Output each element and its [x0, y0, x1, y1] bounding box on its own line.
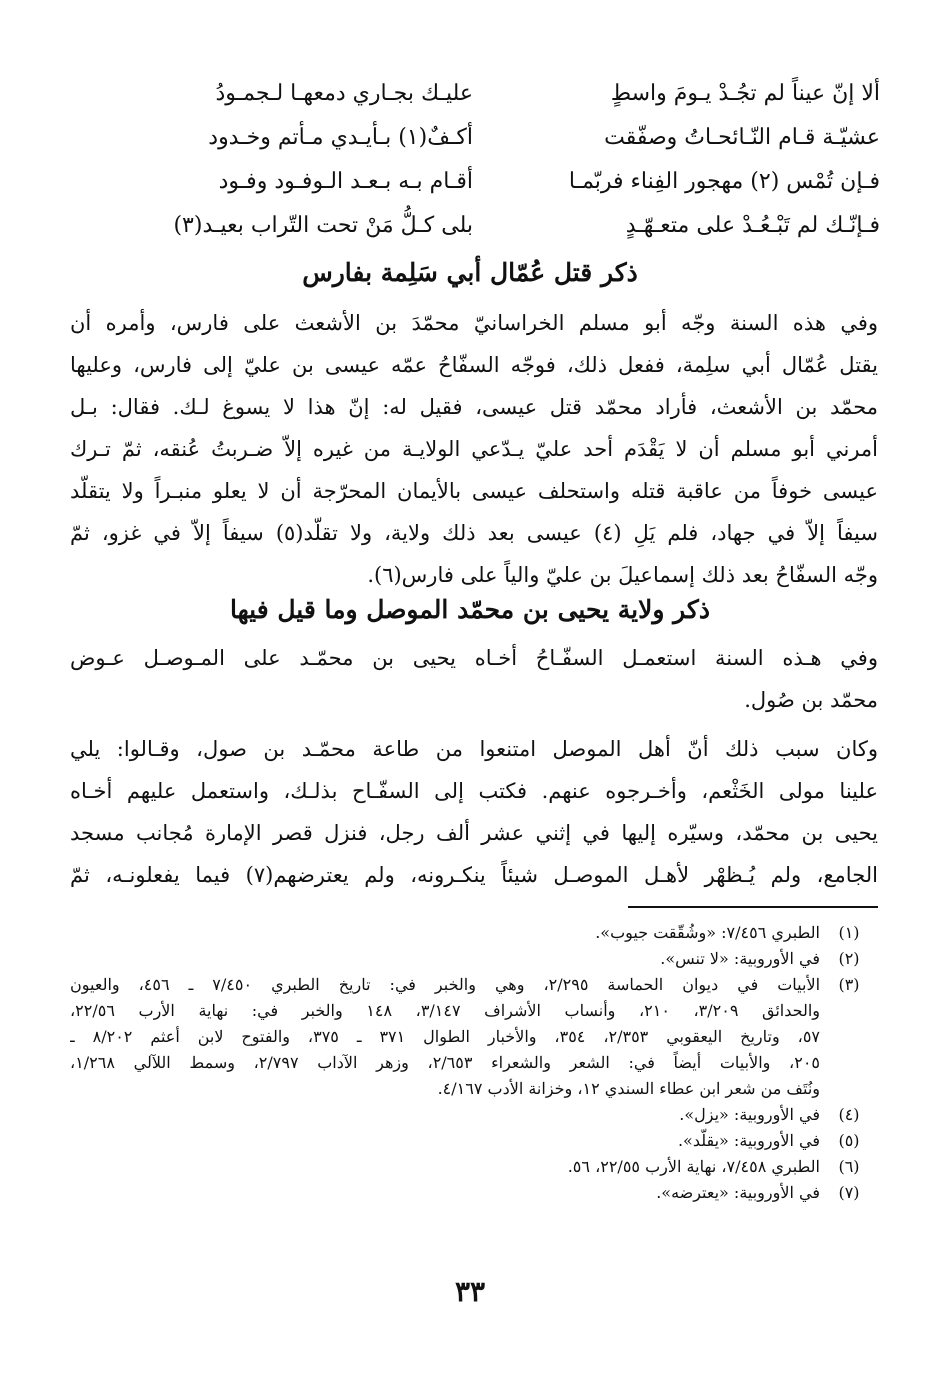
- text-line: علينا مولى الخَثْعم، وأخـرجوه عنهم. فكتب إلى السفّـاح بذلـك، واستعمل عليهم أخـاه: [70, 779, 878, 803]
- text-line: وفي هذه السنة وجّه أبو مسلم الخراسانيّ محمّدَ بن الأشعث على فارس، وأمره أن: [70, 311, 878, 335]
- footnote-text: الطبري ٧/٤٥٦: «وشُقّقت جيوب».: [595, 923, 820, 942]
- text-line: وجّه السفّاحُ بعد ذلك إسماعيلَ بن عليّ والياً على فارس(٦).: [367, 563, 878, 587]
- footnote: [70, 1128, 878, 1154]
- footnote-text: في الأوروبية: «يزل».: [679, 1105, 820, 1124]
- page-number: ٣٣: [454, 1275, 486, 1308]
- footnote-text: الأبيات في ديوان الحماسة ٢/٢٩٥، وهي والخبر في: تاريخ الطبري ٧/٤٥٠ ـ ٤٥٦، والعيون: [70, 975, 820, 994]
- text-line: يقتل عُمّال أبي سلِمة، ففعل ذلك، فوجّه السفّاحُ عمّه عيسى بن عليّ إلى فارس، وعليها: [70, 353, 878, 377]
- footnote: [70, 972, 878, 1102]
- footnote-number: (٧): [838, 1183, 860, 1202]
- verse-first-hemistich: ألا إنّ عيناً لم تجُـدْ يـومَ واسطٍ: [610, 81, 880, 106]
- footnote: [70, 1154, 878, 1180]
- section-heading: ذكر قتل عُمّال أبي سَلِمة بفارس: [302, 258, 638, 287]
- footnote-text: والحدائق ٣/٢٠٩، ٢١٠، وأنساب الأشراف ٣/١٤٧، ١٤٨ والخبر في: نهاية الأرب ٢٢/٥٦،: [70, 1001, 820, 1020]
- footnote: [70, 946, 878, 972]
- footnote-text: ونُتَف من شعر ابن عطاء السندي ١٢، وخزانة الأدب ٤/١٦٧.: [437, 1079, 820, 1098]
- footnote-number: (٦): [838, 1157, 860, 1176]
- text-line: محمّد بن الأشعث، فأراد محمّد قتل عيسى، فقيل له: إنّ هذا لا يسوغ لـك. فقال: بـل: [70, 395, 878, 419]
- verse-first-hemistich: فـإن تُمْس (٢) مهجور الفِناء فربّمـا: [568, 169, 880, 194]
- footnote-number: (٢): [838, 949, 860, 968]
- text-line: يحيى بن محمّد، وسيّره إليها في إثني عشر ألف رجل، فنزل قصر الإمارة مُجانب مسجد: [70, 821, 878, 845]
- verse-first-hemistich: فـإنّـك لم تَبْـعُـدْ على متعـهّـدٍ: [625, 213, 880, 238]
- paragraph: [70, 728, 878, 896]
- footnote-number: (٤): [838, 1105, 860, 1124]
- text-line: محمّد بن صُول.: [744, 688, 878, 712]
- footnote-text: ٢٠٥، والأبيات أيضاً في: الشعر والشعراء ٢/٦٥٣، وزهر الآداب ٢/٧٩٧، وسمط اللآلي ١/٢٦٨،: [70, 1053, 820, 1072]
- footnote-text: ٥٧، وتاريخ اليعقوبي ٢/٣٥٣، ٣٥٤، والأخبار الطوال ٣٧١ ـ ٣٧٥، والفتوح لابن أعثم ٨/٢٠٢ ـ: [70, 1027, 820, 1046]
- paragraph: [70, 637, 878, 721]
- footnote-text: في الأوروبية: «يعترضه».: [656, 1183, 820, 1202]
- verse-first-hemistich: عشيّـة قـام النّـائحـاتُ وصفّقت: [604, 125, 880, 150]
- footnote: [70, 1102, 878, 1128]
- verse-second-hemistich: بلى كـلُّ مَنْ تحت التّراب بعيـد(٣): [173, 213, 473, 238]
- text-line: عيسى خوفاً من عاقبة قتله واستحلف عيسى بالأيمان المحرّجة أن لا يعلو منبـراً ولا يتقلّد: [70, 479, 878, 503]
- verse-second-hemistich: أقـام بـه بـعـد الـوفـود وفـود: [218, 169, 473, 194]
- footnote-number: (١): [838, 923, 860, 942]
- footnote: [70, 1180, 878, 1206]
- footnote-text: الطبري ٧/٤٥٨، نهاية الأرب ٢٢/٥٥، ٥٦.: [567, 1157, 820, 1176]
- text-line: سيفاً إلاّ في جهاد، فلم يَلِ (٤) عيسى بعد ذلك ولاية، ولا تقلّد(٥) سيفاً إلاّ في غزو، ثمّ: [70, 521, 878, 545]
- verse-second-hemistich: عليـك بجـاري دمعهـا لـجمـودُ: [215, 81, 473, 106]
- poem-block: [90, 72, 880, 248]
- text-line: الجامع، ولم يُـظهْر لأهـل الموصـل شيئاً ينكـرونه، ولم يعترضهم(٧) فيما يفعلونـه، ثمّ: [70, 863, 878, 887]
- footnote-text: في الأوروبية: «لا تنس».: [660, 949, 820, 968]
- text-line: وكان سبب ذلك أنّ أهل الموصل امتنعوا من طاعة محمّـد بن صول، وقـالوا: يلي: [70, 737, 878, 761]
- footnote: [70, 920, 878, 946]
- text-line: وفي هـذه السنة استعمـل السفّـاحُ أخـاه يحيى بن محمّـد على المـوصـل عـوض: [70, 646, 878, 670]
- poem-verse: [90, 72, 880, 116]
- footnote-number: (٥): [838, 1131, 860, 1150]
- section-heading: ذكر ولاية يحيى بن محمّد الموصل وما قيل فيها: [230, 595, 710, 624]
- text-line: أمرني أبو مسلم أن لا يَقْدَم أحد عليّ يـدّعي الولايـة من غيره إلاّ ضـربتُ عُنقه، ثمّ تـرك: [70, 437, 878, 461]
- footnote-text: في الأوروبية: «يقلّد».: [677, 1131, 820, 1150]
- paragraph: [70, 302, 878, 596]
- footnote-divider: [628, 906, 878, 908]
- footnote-number: (٣): [838, 975, 860, 994]
- footnotes: [70, 920, 878, 1206]
- poem-verse: [90, 204, 880, 248]
- verse-second-hemistich: أكـفٌ(١) بـأيـدي مـأتم وخـدود: [208, 125, 473, 150]
- poem-verse: [90, 116, 880, 160]
- poem-verse: [90, 160, 880, 204]
